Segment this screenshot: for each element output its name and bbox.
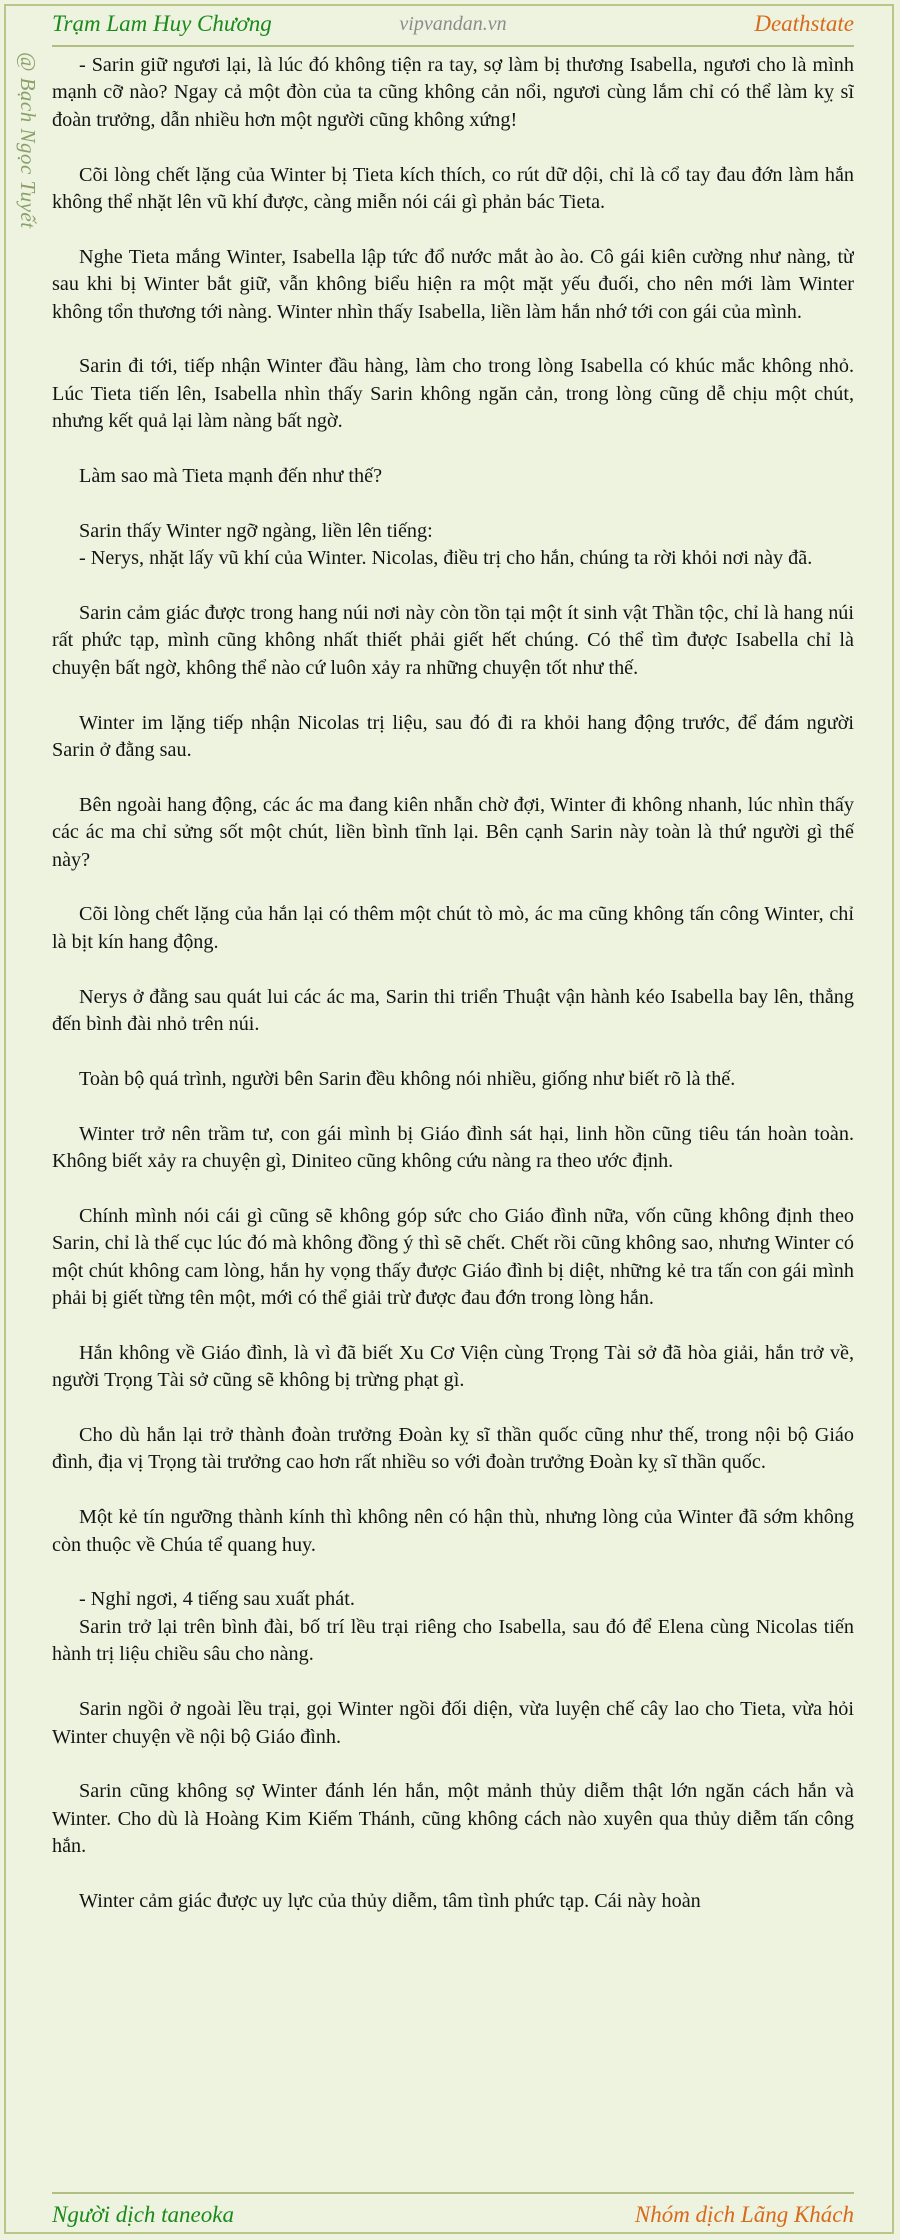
paragraph: Cõi lòng chết lặng của Winter bị Tieta kích thích, co rút dữ dội, chỉ là cổ tay đau đớn làm hắn không thể nhặt lên vũ khí được, càng miễn nói cái gì phản bác Tieta. (52, 163, 854, 214)
paragraph: Cho dù hắn lại trở thành đoàn trưởng Đoàn kỵ sĩ thần quốc cũng như thế, trong nội bộ Giáo đình, địa vị Trọng tài trưởng cao hơn rất nhiều so với đoàn trưởng Đoàn kỵ sĩ thần quốc. (52, 1424, 854, 1474)
paragraph: Hắn không về Giáo đình, là vì đã biết Xu Cơ Viện cùng Trọng Tài sở đã hòa giải, hắn trở về, người Trọng Tài sở cũng sẽ không bị trừng phạt gì. (52, 1341, 854, 1392)
paragraph: Làm sao mà Tieta mạnh đến như thế? (79, 465, 383, 488)
paragraph: Bên ngoài hang động, các ác ma đang kiên nhẫn chờ đợi, Winter đi không nhanh, lúc nhìn thấy các ác ma chỉ sửng sốt một chút, liền bình tĩnh lại. Bên cạnh Sarin này toàn là thứ người gì thế này? (52, 793, 854, 871)
page-footer (52, 2198, 854, 2232)
header-site: vipvandan.vn (399, 12, 507, 35)
header-right-title: Deathstate (754, 11, 854, 36)
paragraph: Chính mình nói cái gì cũng sẽ không góp sức cho Giáo đình nữa, vốn cũng không định theo Sarin, chỉ là thế cục lúc đó mà không đồng ý thì sẽ chết. Chết rồi cũng không sao, nhưng Winter có một chút không cam lòng, hắn hy vọng thấy được Giáo đình bị diệt, những kẻ tra tấn con gái mình phải bị giết từng tên một, mới có thể giải trừ được đau đớn trong lòng hắn. (52, 1204, 854, 1310)
paragraph: Winter trở nên trầm tư, con gái mình bị Giáo đình sát hại, linh hồn cũng tiêu tán hoàn toàn. Không biết xảy ra chuyện gì, Diniteo cũng không cứu nàng ra theo ước định. (52, 1122, 854, 1173)
paragraph: Sarin trở lại trên bình đài, bố trí lều trại riêng cho Isabella, sau đó để Elena cùng Nicolas tiến hành trị liệu chiều sâu cho nàng. (52, 1615, 854, 1666)
paragraph: Sarin đi tới, tiếp nhận Winter đầu hàng, làm cho trong lòng Isabella có khúc mắc không nhỏ. Lúc Tieta tiến lên, Isabella nhìn thấy Sarin không ngăn cản, trong lòng cũng dễ chịu một chút, nhưng kết quả lại làm nàng bất ngờ. (52, 355, 854, 433)
header-left-title: Trạm Lam Huy Chương (52, 11, 272, 36)
page-header (52, 6, 854, 42)
footer-translator: Người dịch taneoka (52, 2202, 234, 2227)
paragraph: Toàn bộ quá trình, người bên Sarin đều không nói nhiều, giống như biết rõ là thế. (79, 1067, 736, 1090)
sidebar-credit: @ Bạch Ngọc Tuyết (16, 52, 40, 229)
footer-group: Nhóm dịch Lãng Khách (634, 2202, 854, 2227)
paragraph: Một kẻ tín ngưỡng thành kính thì không nên có hận thù, nhưng lòng của Winter đã sớm không còn thuộc về Chúa tể quang huy. (52, 1506, 854, 1556)
paragraph: Sarin cũng không sợ Winter đánh lén hắn, một mảnh thủy diễm thật lớn ngăn cách hắn và Winter. Cho dù là Hoàng Kim Kiếm Thánh, cũng không cách nào xuyên qua thủy diễm tấn công hắn. (52, 1780, 854, 1858)
paragraph: Nerys ở đằng sau quát lui các ác ma, Sarin thi triển Thuật vận hành kéo Isabella bay lên, thẳng đến bình đài nhỏ trên núi. (52, 985, 854, 1036)
paragraph: Cõi lòng chết lặng của hắn lại có thêm một chút tò mò, ác ma cũng không tấn công Winter, chỉ là bịt kín hang động. (52, 903, 854, 953)
paragraph: Sarin thấy Winter ngỡ ngàng, liền lên tiếng: (79, 519, 433, 542)
footer-divider (52, 2192, 854, 2194)
paragraph: Sarin cảm giác được trong hang núi nơi này còn tồn tại một ít sinh vật Thần tộc, chỉ là hang núi rất phức tạp, mình cũng không nhất thiết phải giết hết chúng. Có thể tìm được Isabella chỉ là chuyện bất ngờ, không thể nào cứ luôn xảy ra những chuyện tốt như thế. (52, 602, 854, 679)
paragraph: Winter cảm giác được uy lực của thủy diễm, tâm tình phức tạp. Cái này hoàn (79, 1889, 701, 1912)
paragraph: - Sarin giữ ngươi lại, là lúc đó không tiện ra tay, sợ làm bị thương Isabella, ngươi cho là mình mạnh cỡ nào? Ngay cả một đòn của ta cũng không cản nổi, ngươi cùng lắm chỉ có thể làm kỵ sĩ đoàn trưởng, dẫn nhiều hơn một người cũng không xứng! (52, 54, 854, 131)
document-body (52, 52, 854, 2188)
header-divider (52, 45, 854, 47)
paragraph: Nghe Tieta mắng Winter, Isabella lập tức đổ nước mắt ào ào. Cô gái kiên cường như nàng, từ sau khi bị Winter bắt giữ, vẫn không biểu hiện ra một mặt yếu đuối, cho nên mới làm Winter không tổn thương tới nàng. Winter nhìn thấy Isabella, liền làm hắn nhớ tới con gái của mình. (52, 245, 854, 323)
paragraph: Winter im lặng tiếp nhận Nicolas trị liệu, sau đó đi ra khỏi hang động trước, để đám người Sarin ở đằng sau. (52, 711, 854, 762)
paragraph: Sarin ngồi ở ngoài lều trại, gọi Winter ngồi đối diện, vừa luyện chế cây lao cho Tieta, vừa hỏi Winter chuyện về nội bộ Giáo đình. (52, 1698, 854, 1748)
paragraph: - Nghỉ ngơi, 4 tiếng sau xuất phát. (79, 1588, 355, 1611)
paragraph: - Nerys, nhặt lấy vũ khí của Winter. Nicolas, điều trị cho hắn, chúng ta rời khỏi nơi này đã. (79, 547, 813, 570)
